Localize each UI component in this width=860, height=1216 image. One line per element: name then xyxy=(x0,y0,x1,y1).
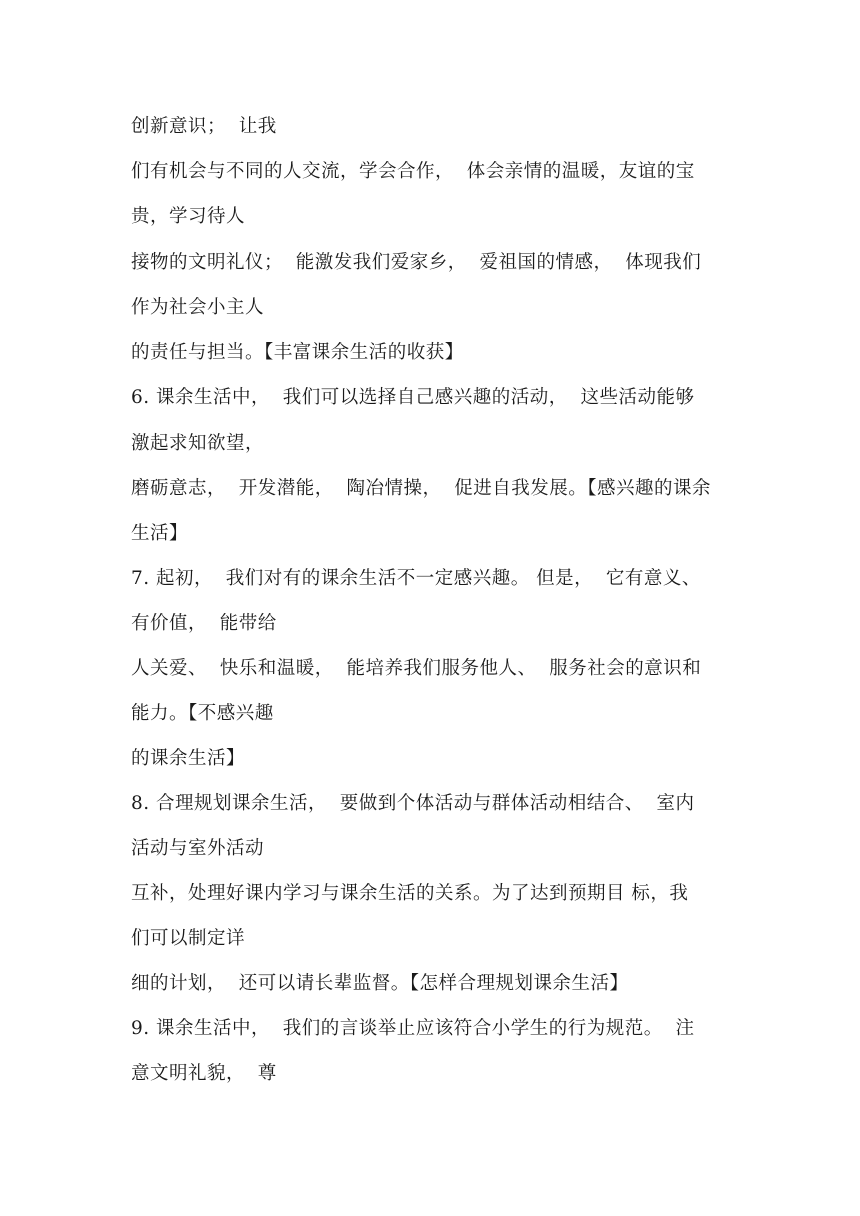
text-line: 作为社会小主人 xyxy=(131,297,265,318)
text-line: 意文明礼貌， 尊 xyxy=(131,1063,277,1084)
text-line: 们有机会与不同的人交流，学会合作， 体会亲情的温暖，友谊的宝 xyxy=(131,161,695,182)
text-line: 人关爱、 快乐和温暖， 能培养我们服务他人、 服务社会的意识和 xyxy=(131,658,702,679)
text-line: 9. 课余生活中， 我们的言谈举止应该符合小学生的行为规范。 注 xyxy=(131,1018,695,1039)
text-line: 激起求知欲望， xyxy=(131,433,265,454)
text-line: 的责任与担当。【丰富课余生活的收获】 xyxy=(131,342,464,363)
text-line: 创新意识； 让我 xyxy=(131,116,277,137)
text-line: 接物的文明礼仪； 能激发我们爱家乡， 爱祖国的情感， 体现我们 xyxy=(131,252,702,273)
text-line: 细的计划， 还可以请长辈监督。【怎样合理规划课余生活】 xyxy=(131,973,629,994)
text-line: 6. 课余生活中， 我们可以选择自己感兴趣的活动， 这些活动能够 xyxy=(131,387,695,408)
text-line: 能力。【不感兴趣 xyxy=(131,703,274,724)
text-line: 8. 合理规划课余生活， 要做到个体活动与群体活动相结合、 室内 xyxy=(131,793,695,814)
text-line: 的课余生活】 xyxy=(131,748,246,769)
text-line: 们可以制定详 xyxy=(131,928,246,949)
text-line: 活动与室外活动 xyxy=(131,838,265,859)
text-line: 贵，学习待人 xyxy=(131,206,246,227)
text-line: 有价值， 能带给 xyxy=(131,613,277,634)
text-line: 7. 起初， 我们对有的课余生活不一定感兴趣。 但是， 它有意义、 xyxy=(131,568,701,589)
text-line: 磨砺意志， 开发潜能， 陶冶情操， 促进自我发展。【感兴趣的课余 xyxy=(131,478,712,499)
text-line: 互补，处理好课内学习与课余生活的关系。为了达到预期目 标，我 xyxy=(131,883,689,904)
text-line: 生活】 xyxy=(131,523,189,544)
